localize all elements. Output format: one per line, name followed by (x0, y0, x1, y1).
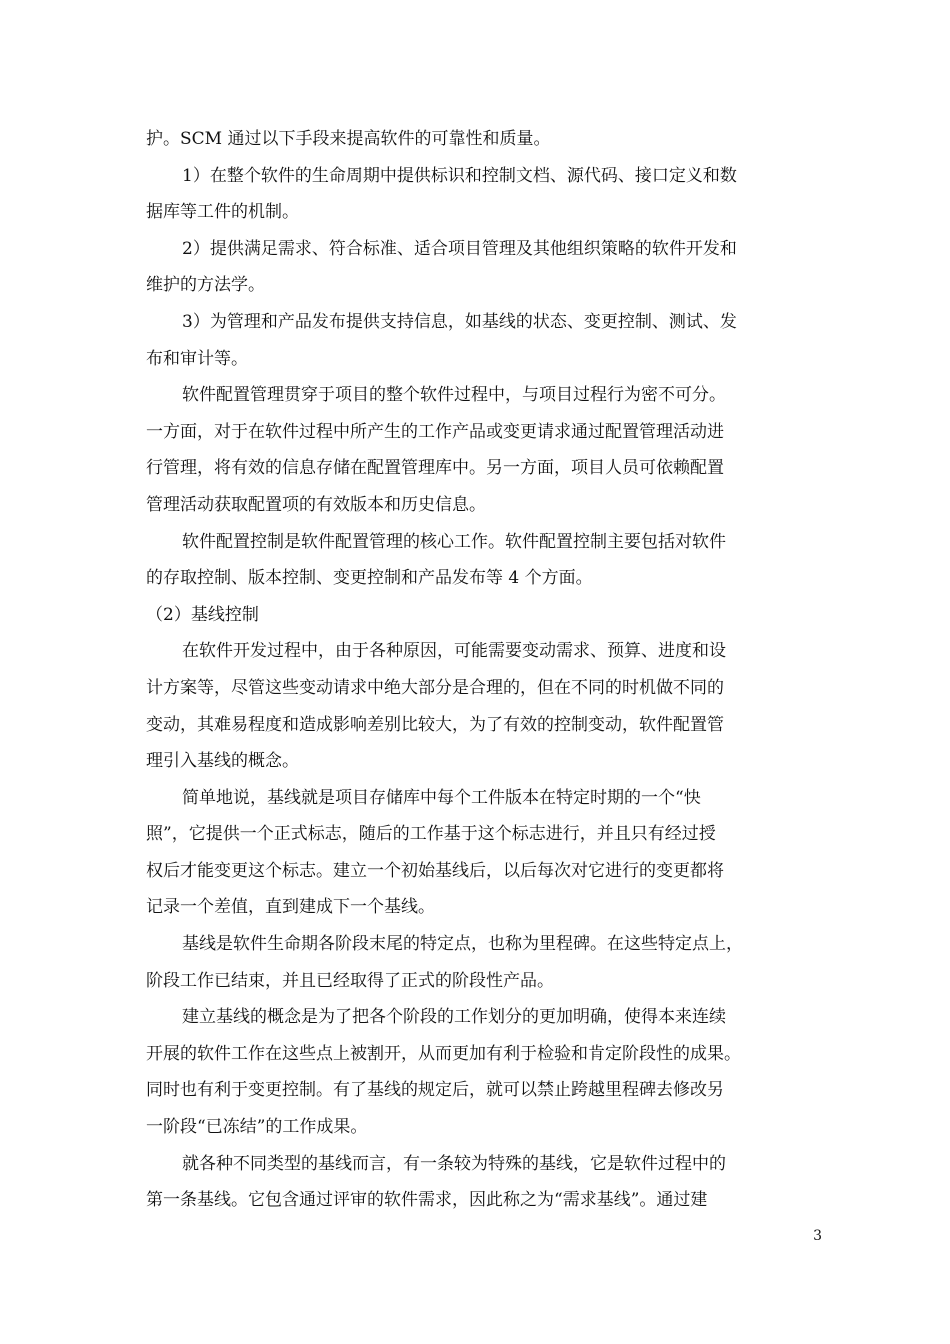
page-number: 3 (813, 1228, 822, 1244)
text-line: 同时也有利于变更控制。有了基线的规定后，就可以禁止跨越里程碑去修改另 (146, 1080, 724, 1101)
text-line: 软件配置管理贯穿于项目的整个软件过程中，与项目过程行为密不可分。 (182, 385, 726, 406)
text-line: 简单地说，基线就是项目存储库中每个工件版本在特定时期的一个“快 (182, 787, 701, 808)
text-line: 权后才能变更这个标志。建立一个初始基线后，以后每次对它进行的变更都将 (146, 860, 724, 881)
text-line: （2）基线控制 (146, 604, 259, 625)
text-line: 1）在整个软件的生命周期中提供标识和控制文档、源代码、接口定义和数 (182, 165, 737, 186)
text-line: 就各种不同类型的基线而言，有一条较为特殊的基线，它是软件过程中的 (182, 1153, 726, 1174)
document-body (146, 121, 814, 1219)
text-line: 记录一个差值，直到建成下一个基线。 (146, 897, 435, 918)
text-line: 的存取控制、版本控制、变更控制和产品发布等 4 个方面。 (146, 568, 593, 589)
text-line: 照”，它提供一个正式标志，随后的工作基于这个标志进行，并且只有经过授 (146, 824, 716, 845)
text-line: 管理活动获取配置项的有效版本和历史信息。 (146, 494, 486, 515)
text-line: 据库等工件的机制。 (146, 202, 299, 223)
text-line: 行管理，将有效的信息存储在配置管理库中。另一方面，项目人员可依赖配置 (146, 458, 724, 479)
text-line: 布和审计等。 (146, 348, 248, 369)
text-line: 阶段工作已结束，并且已经取得了正式的阶段性产品。 (146, 970, 554, 991)
text-line: 在软件开发过程中，由于各种原因，可能需要变动需求、预算、进度和设 (182, 641, 726, 662)
text-line: 计方案等，尽管这些变动请求中绝大部分是合理的，但在不同的时机做不同的 (146, 677, 724, 698)
text-line: 第一条基线。它包含通过评审的软件需求，因此称之为“需求基线”。通过建 (146, 1190, 708, 1211)
text-line: 一阶段“已冻结”的工作成果。 (146, 1117, 368, 1138)
text-line: 理引入基线的概念。 (146, 751, 299, 772)
text-line: 基线是软件生命期各阶段末尾的特定点，也称为里程碑。在这些特定点上， (182, 934, 743, 955)
text-line: 变动，其难易程度和造成影响差别比较大，为了有效的控制变动，软件配置管 (146, 714, 724, 735)
text-line: 开展的软件工作在这些点上被割开，从而更加有利于检验和肯定阶段性的成果。 (146, 1043, 741, 1064)
text-line: 维护的方法学。 (146, 275, 265, 296)
text-line: 2）提供满足需求、符合标准、适合项目管理及其他组织策略的软件开发和 (182, 238, 737, 259)
text-line: 一方面，对于在软件过程中所产生的工作产品或变更请求通过配置管理活动进 (146, 421, 724, 442)
text-line: 护。SCM 通过以下手段来提高软件的可靠性和质量。 (146, 129, 551, 149)
text-line: 建立基线的概念是为了把各个阶段的工作划分的更加明确，使得本来连续 (182, 1007, 726, 1028)
text-line: 3）为管理和产品发布提供支持信息，如基线的状态、变更控制、测试、发 (182, 311, 737, 332)
text-line: 软件配置控制是软件配置管理的核心工作。软件配置控制主要包括对软件 (182, 531, 726, 552)
